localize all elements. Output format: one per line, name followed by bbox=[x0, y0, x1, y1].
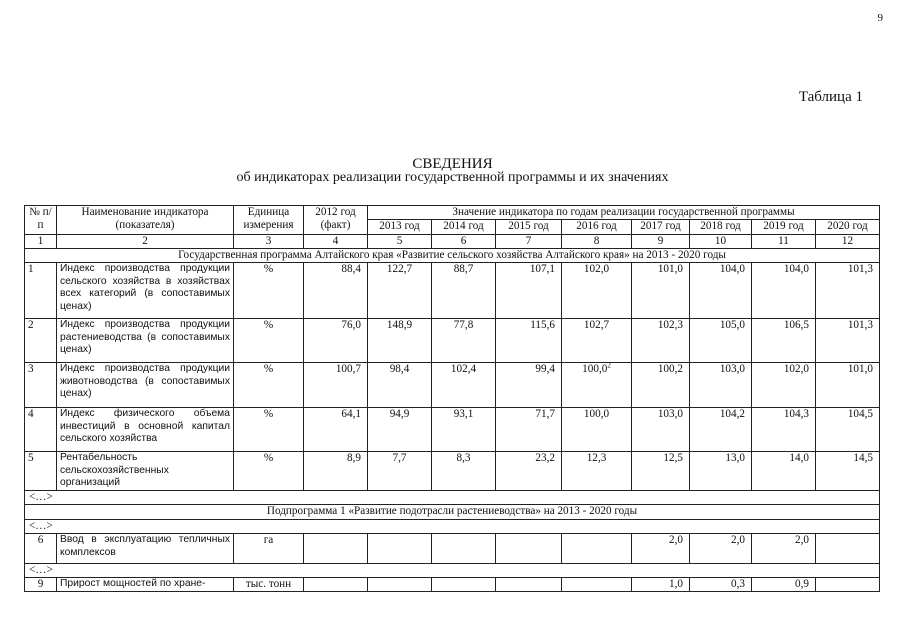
row-num: 6 bbox=[25, 534, 57, 564]
row-name: Индекс физического объема инвестиций в основной капитал сельского хозяйства bbox=[57, 407, 234, 451]
row-value: 2,0 bbox=[690, 534, 752, 564]
row-fact: 100,7 bbox=[304, 362, 368, 407]
row-value bbox=[562, 362, 632, 407]
header-name: Наименование индикатора (показателя) bbox=[57, 206, 234, 235]
row-value: 2,0 bbox=[752, 534, 816, 564]
row-unit: % bbox=[234, 407, 304, 451]
row-value bbox=[816, 534, 880, 564]
row-value: 100,2 bbox=[632, 362, 690, 407]
row-value: 105,0 bbox=[690, 318, 752, 362]
row-value: 1,0 bbox=[632, 578, 690, 592]
row-value: 148,9 bbox=[368, 318, 432, 362]
header-group: Значение индикатора по годам реализации государственной программы bbox=[368, 206, 880, 220]
row-value: 12,3 bbox=[562, 451, 632, 490]
table-row bbox=[25, 262, 880, 318]
row-value: 106,5 bbox=[752, 318, 816, 362]
row-value: 104,0 bbox=[690, 262, 752, 318]
column-number-row bbox=[25, 234, 880, 248]
col-number: 1 bbox=[25, 234, 57, 248]
footnote-mark: 2 bbox=[607, 362, 611, 370]
row-value: 13,0 bbox=[690, 451, 752, 490]
row-value: 101,3 bbox=[816, 318, 880, 362]
page-number: 9 bbox=[877, 12, 883, 24]
row-value bbox=[562, 534, 632, 564]
row-value: 102,7 bbox=[562, 318, 632, 362]
row-value: 104,2 bbox=[690, 407, 752, 451]
col-number: 4 bbox=[304, 234, 368, 248]
row-value: 14,5 bbox=[816, 451, 880, 490]
header-year: 2015 год bbox=[496, 219, 562, 234]
ellipsis-row: <…> bbox=[25, 491, 880, 505]
row-value: 88,7 bbox=[432, 262, 496, 318]
col-number: 11 bbox=[752, 234, 816, 248]
row-value: 93,1 bbox=[432, 407, 496, 451]
row-value: 104,5 bbox=[816, 407, 880, 451]
row-value: 102,4 bbox=[432, 362, 496, 407]
table-row bbox=[25, 362, 880, 407]
row-num: 1 bbox=[25, 262, 57, 318]
row-num: 4 bbox=[25, 407, 57, 451]
col-number: 9 bbox=[632, 234, 690, 248]
row-unit: % bbox=[234, 362, 304, 407]
row-value: 101,3 bbox=[816, 262, 880, 318]
col-number: 5 bbox=[368, 234, 432, 248]
row-value: 7,7 bbox=[368, 451, 432, 490]
row-name: Индекс производства продукции растениеводства (в сопоставимых ценах) bbox=[57, 318, 234, 362]
header-unit: Единица измерения bbox=[234, 206, 304, 235]
table-row bbox=[25, 451, 880, 490]
col-number: 2 bbox=[57, 234, 234, 248]
row-value bbox=[368, 578, 432, 592]
row-value: 103,0 bbox=[690, 362, 752, 407]
row-value: 102,0 bbox=[562, 262, 632, 318]
header-num: № п/п bbox=[25, 206, 57, 235]
table-row bbox=[25, 578, 880, 592]
row-value bbox=[368, 534, 432, 564]
table-row bbox=[25, 534, 880, 564]
row-unit: % bbox=[234, 451, 304, 490]
row-value bbox=[496, 534, 562, 564]
row-value: 100,0 bbox=[562, 407, 632, 451]
table-row bbox=[25, 318, 880, 362]
header-year: 2020 год bbox=[816, 219, 880, 234]
header-year: 2016 год bbox=[562, 219, 632, 234]
row-value: 107,1 bbox=[496, 262, 562, 318]
table-row bbox=[25, 407, 880, 451]
row-value: 23,2 bbox=[496, 451, 562, 490]
header-year: 2019 год bbox=[752, 219, 816, 234]
row-value: 77,8 bbox=[432, 318, 496, 362]
row-fact: 8,9 bbox=[304, 451, 368, 490]
row-value: 122,7 bbox=[368, 262, 432, 318]
row-value bbox=[496, 578, 562, 592]
row-value bbox=[432, 534, 496, 564]
section-program-heading: Государственная программа Алтайского края «Развитие сельского хозяйства Алтайского края» на 2013 - 2020 годы bbox=[25, 248, 880, 262]
row-unit: % bbox=[234, 318, 304, 362]
row-value: 94,9 bbox=[368, 407, 432, 451]
row-value: 101,0 bbox=[632, 262, 690, 318]
row-value bbox=[432, 578, 496, 592]
row-num: 5 bbox=[25, 451, 57, 490]
row-value: 8,3 bbox=[432, 451, 496, 490]
row-value: 98,4 bbox=[368, 362, 432, 407]
row-value: 102,3 bbox=[632, 318, 690, 362]
row-value: 103,0 bbox=[632, 407, 690, 451]
row-fact: 88,4 bbox=[304, 262, 368, 318]
col-number: 3 bbox=[234, 234, 304, 248]
row-name: Рентабельность сельскохозяйственных организаций bbox=[57, 451, 234, 490]
row-value: 14,0 bbox=[752, 451, 816, 490]
ellipsis-row: <…> bbox=[25, 564, 880, 578]
row-num: 2 bbox=[25, 318, 57, 362]
document-subtitle: об индикаторах реализации государственной программы и их значениях bbox=[236, 170, 669, 185]
row-value bbox=[816, 578, 880, 592]
header-year: 2017 год bbox=[632, 219, 690, 234]
header-year: 2014 год bbox=[432, 219, 496, 234]
header-year: 2013 год bbox=[368, 219, 432, 234]
indicators-table bbox=[24, 205, 880, 592]
section-subprogram-heading: Подпрограмма 1 «Развитие подотрасли растениеводства» на 2013 - 2020 годы bbox=[25, 505, 880, 520]
row-value: 12,5 bbox=[632, 451, 690, 490]
row-num: 9 bbox=[25, 578, 57, 592]
row-value: 0,9 bbox=[752, 578, 816, 592]
row-value: 104,0 bbox=[752, 262, 816, 318]
row-unit: га bbox=[234, 534, 304, 564]
row-value: 0,3 bbox=[690, 578, 752, 592]
header-year: 2018 год bbox=[690, 219, 752, 234]
row-num: 3 bbox=[25, 362, 57, 407]
row-value-text: 100,0 bbox=[582, 362, 608, 375]
row-fact: 64,1 bbox=[304, 407, 368, 451]
row-value: 115,6 bbox=[496, 318, 562, 362]
row-name: Индекс производства продукции животноводства (в сопоставимых ценах) bbox=[57, 362, 234, 407]
table-number: Таблица 1 bbox=[798, 89, 863, 105]
row-name: Ввод в эксплуатацию тепличных комплексов bbox=[57, 534, 234, 564]
ellipsis-row: <…> bbox=[25, 520, 880, 534]
col-number: 8 bbox=[562, 234, 632, 248]
document-title: СВЕДЕНИЯ bbox=[412, 156, 493, 172]
row-fact bbox=[304, 578, 368, 592]
row-name: Индекс производства продукции сельского хозяйства в хозяйствах всех категорий (в сопоставимых ценах) bbox=[57, 262, 234, 318]
row-fact bbox=[304, 534, 368, 564]
row-value: 2,0 bbox=[632, 534, 690, 564]
row-value: 102,0 bbox=[752, 362, 816, 407]
row-unit: тыс. тонн bbox=[234, 578, 304, 592]
row-value bbox=[562, 578, 632, 592]
row-name: Прирост мощностей по хране- bbox=[57, 578, 234, 592]
row-value: 99,4 bbox=[496, 362, 562, 407]
row-value: 101,0 bbox=[816, 362, 880, 407]
row-value: 71,7 bbox=[496, 407, 562, 451]
row-fact: 76,0 bbox=[304, 318, 368, 362]
col-number: 6 bbox=[432, 234, 496, 248]
header-fact: 2012 год (факт) bbox=[304, 206, 368, 235]
row-value: 104,3 bbox=[752, 407, 816, 451]
col-number: 12 bbox=[816, 234, 880, 248]
row-unit: % bbox=[234, 262, 304, 318]
col-number: 10 bbox=[690, 234, 752, 248]
col-number: 7 bbox=[496, 234, 562, 248]
